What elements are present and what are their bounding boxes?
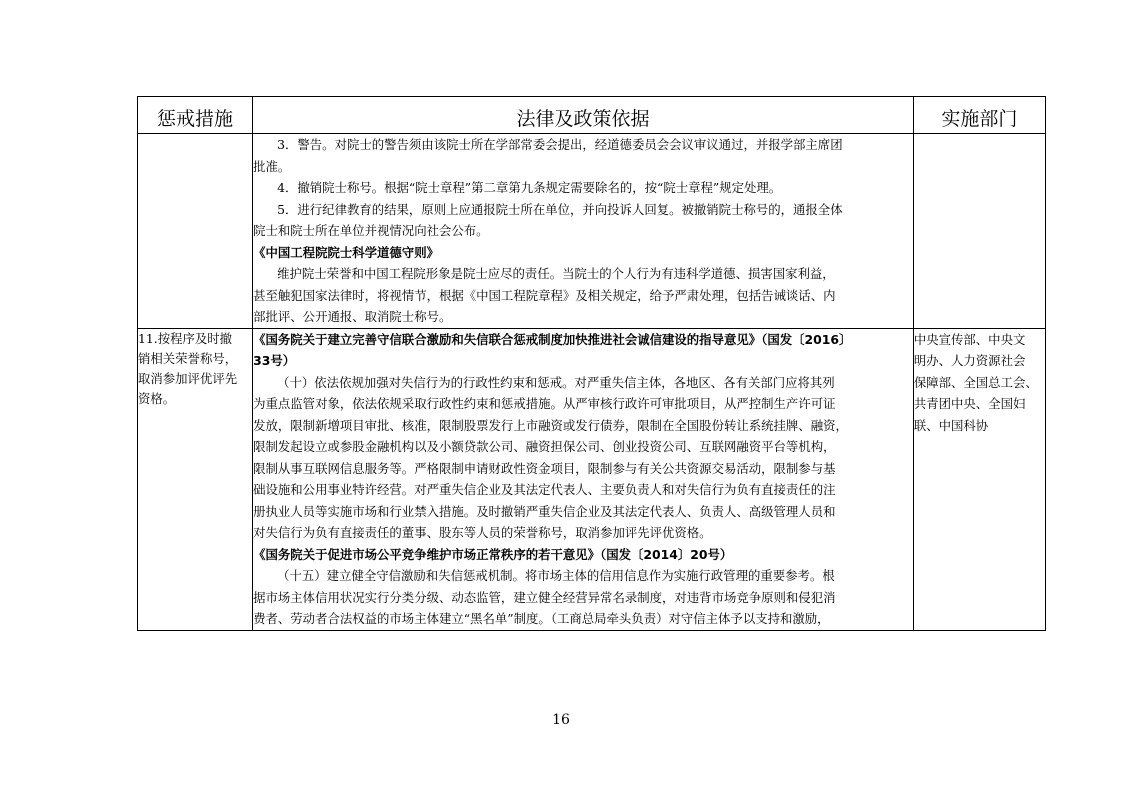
table-row: [138, 328, 1046, 630]
basis-line: 3．警告。对院士的警告须由该院士所在学部常委会提出，经道德委员会会议审议通过，并报学部主席团: [277, 137, 843, 152]
basis-line: 册执业人员等实施市场和行业禁入措施。及时撤销严重失信企业及其法定代表人、负责人、高级管理人员和: [253, 503, 836, 519]
department-line: 明办、人力资源社会: [913, 353, 1026, 368]
header-department: 实施部门: [913, 97, 1045, 134]
document-title: 《国务院关于促进市场公平竞争维护市场正常秩序的若干意见》（国发〔2014〕20号）: [253, 546, 733, 562]
department-line: 共青团中央、全国妇: [913, 396, 1026, 411]
basis-line: 限制从事互联网信息服务等。严格限制申请财政性资金项目，限制参与有关公共资源交易活动，限制参与基: [253, 460, 836, 476]
basis-line: 据市场主体信用状况实行分类分级、动态监管，建立健全经营异常名录制度，对违背市场竞争原则和侵犯消: [253, 589, 836, 605]
basis-line: 5．进行纪律教育的结果，原则上应通报院士所在单位，并向投诉人回复。被撤销院士称号的，通报全体: [277, 201, 843, 217]
header-basis: 法律及政策依据: [253, 97, 914, 134]
basis-line: （十）依法依规加强对失信行为的行政性约束和惩戒。对严重失信主体，各地区、各有关部门应将其列: [277, 374, 835, 390]
header-measure: 惩戒措施: [138, 97, 253, 134]
basis-line: 批准。: [253, 158, 291, 174]
basis-line: 为重点监管对象，依法依规采取行政性约束和惩戒措施。从严审核行政许可审批项目，从严控制生产许可证: [253, 396, 836, 411]
policy-table: [137, 96, 1046, 631]
basis-line: 对失信行为负有直接责任的董事、股东等人员的荣誉称号，取消参加评先评优资格。: [253, 525, 712, 540]
basis-line: 院士和院士所在单位并视情况向社会公布。: [253, 223, 489, 238]
basis-line: 4．撤销院士称号。根据“院士章程”第二章第九条规定需要除名的，按“院士章程”规定处理。: [277, 180, 782, 195]
document-title: 33号）: [253, 353, 296, 368]
department-line: 中央宣传部、中央文: [913, 331, 1026, 347]
basis-line: 发放，限制新增项目审批、核准，限制股票发行上市融资或发行债券，限制在全国股份转让系统挂牌、融资，: [253, 417, 848, 433]
basis-line: 础设施和公用事业特许经营。对严重失信企业及其法定代表人、主要负责人和对失信行为负有直接责任的注: [253, 482, 836, 497]
department-line: 联、中国科协: [913, 417, 989, 433]
basis-line: （十五）建立健全守信激励和失信惩戒机制。将市场主体的信用信息作为实施行政管理的重要参考。根: [277, 568, 835, 583]
department-cell: [913, 134, 1045, 329]
basis-line: 维护院士荣誉和中国工程院形象是院士应尽的责任。当院士的个人行为有违科学道德、损害国家利益，: [277, 266, 835, 281]
page-number: 16: [552, 712, 570, 728]
basis-line: 限制发起设立或参股金融机构以及小额贷款公司、融资担保公司、创业投资公司、互联网融资平台等机构，: [253, 439, 836, 454]
measure-line: 取消参加评优评先: [138, 370, 238, 386]
measure-line: 销相关荣誉称号，: [138, 350, 238, 366]
basis-line: 部批评、公开通报、取消院士称号。: [253, 309, 452, 324]
table-row: [138, 134, 1046, 329]
measure-cell: [138, 328, 253, 630]
measure-line: 11.按程序及时撤: [138, 330, 233, 346]
basis-line: 费者、劳动者合法权益的市场主体建立“黑名单”制度。（工商总局牵头负责）对守信主体予以支持和激励，: [253, 611, 830, 626]
department-cell: [913, 328, 1045, 630]
basis-cell: [253, 328, 914, 630]
basis-cell: [253, 134, 914, 329]
document-title: 《中国工程院院士科学道德守则》: [253, 244, 439, 260]
basis-line: 甚至触犯国家法律时，将视情节，根据《中国工程院章程》及相关规定，给予严肃处理，包括告诫谈话、内: [253, 287, 836, 303]
measure-line: 资格。: [138, 390, 176, 406]
document-title: 《国务院关于建立完善守信联合激励和失信联合惩戒制度加快推进社会诚信建设的指导意见》（国发〔2016〕: [253, 331, 852, 347]
table-header-row: [138, 97, 1046, 134]
department-line: 保障部、全国总工会、: [913, 374, 1038, 390]
measure-cell: [138, 134, 253, 329]
